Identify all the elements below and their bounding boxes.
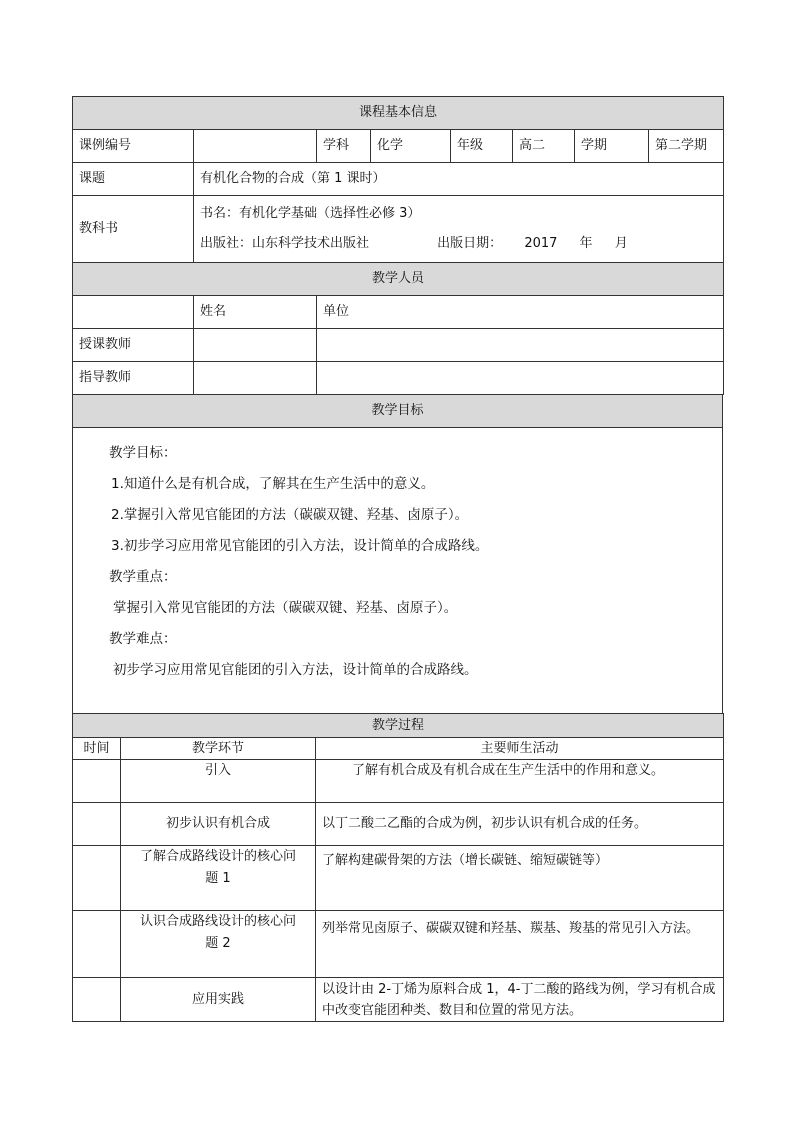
staff-unit bbox=[317, 329, 724, 362]
process-stage: 了解合成路线设计的核心问题 1 bbox=[121, 846, 316, 911]
topic-label: 课题 bbox=[73, 163, 194, 196]
process-time bbox=[73, 803, 121, 846]
lesson-plan-sheet bbox=[72, 96, 723, 1022]
textbook-label: 教科书 bbox=[73, 196, 194, 263]
difficulty-text: 初步学习应用常见官能团的引入方法，设计简单的合成路线。 bbox=[113, 662, 478, 678]
publisher-line bbox=[200, 229, 717, 259]
process-row bbox=[73, 760, 724, 803]
unit-header: 单位 bbox=[317, 296, 724, 329]
objectives-table bbox=[72, 394, 723, 714]
process-time bbox=[73, 911, 121, 978]
subject-label: 学科 bbox=[317, 130, 371, 163]
term-label: 学期 bbox=[575, 130, 649, 163]
staff-role: 指导教师 bbox=[73, 362, 194, 395]
term-value: 第二学期 bbox=[649, 130, 724, 163]
process-time bbox=[73, 978, 121, 1022]
pub-year: 2017 bbox=[524, 236, 558, 251]
staff-role: 授课教师 bbox=[73, 329, 194, 362]
staff-header-blank bbox=[73, 296, 194, 329]
case-no-value bbox=[194, 130, 317, 163]
staff-name bbox=[194, 329, 317, 362]
topic-value: 有机化合物的合成（第 1 课时） bbox=[194, 163, 724, 196]
process-activity: 了解构建碳骨架的方法（增长碳链、缩短碳链等） bbox=[316, 846, 724, 911]
key-points-text: 掌握引入常见官能团的方法（碳碳双键、羟基、卤原子）。 bbox=[113, 600, 458, 616]
course-info-table bbox=[72, 96, 724, 263]
process-stage: 初步认识有机合成 bbox=[121, 803, 316, 846]
publication-date bbox=[437, 236, 646, 251]
grade-value: 高二 bbox=[513, 130, 575, 163]
goal-item: 3.初步学习应用常见官能团的引入方法，设计简单的合成路线。 bbox=[111, 538, 489, 554]
difficulty-heading: 教学难点： bbox=[109, 631, 177, 647]
process-row bbox=[73, 978, 724, 1022]
process-stage: 认识合成路线设计的核心问题 2 bbox=[121, 911, 316, 978]
process-row bbox=[73, 911, 724, 978]
process-stage: 应用实践 bbox=[121, 978, 316, 1022]
staff-unit bbox=[317, 362, 724, 395]
process-activity: 以设计由 2-丁烯为原料合成 1，4-丁二酸的路线为例，学习有机合成中改变官能团种类、数目和位置的常见方法。 bbox=[316, 978, 724, 1022]
objectives-title: 教学目标 bbox=[73, 395, 723, 428]
textbook-details bbox=[194, 196, 724, 263]
process-table bbox=[72, 713, 724, 1022]
month-unit: 月 bbox=[614, 236, 628, 251]
year-unit: 年 bbox=[579, 236, 593, 251]
course-info-title: 课程基本信息 bbox=[73, 97, 724, 130]
book-name: 书名：有机化学基础（选择性必修 3） bbox=[200, 206, 421, 221]
objectives-body bbox=[73, 428, 723, 714]
case-no-label: 课例编号 bbox=[73, 130, 194, 163]
staff-table bbox=[72, 262, 724, 395]
activity-header: 主要师生活动 bbox=[316, 738, 724, 760]
goals-heading: 教学目标： bbox=[109, 445, 177, 461]
goal-item: 2.掌握引入常见官能团的方法（碳碳双键、羟基、卤原子）。 bbox=[111, 507, 469, 523]
process-time bbox=[73, 760, 121, 803]
pub-date-label: 出版日期： bbox=[437, 236, 503, 251]
staff-name bbox=[194, 362, 317, 395]
key-points-heading: 教学重点： bbox=[109, 569, 177, 585]
name-header: 姓名 bbox=[194, 296, 317, 329]
publisher: 出版社：山东科学技术出版社 bbox=[200, 236, 370, 251]
process-row bbox=[73, 803, 724, 846]
process-activity: 列举常见卤原子、碳碳双键和羟基、羰基、羧基的常见引入方法。 bbox=[316, 911, 724, 978]
subject-value: 化学 bbox=[371, 130, 451, 163]
staff-row bbox=[73, 362, 724, 395]
process-time bbox=[73, 846, 121, 911]
process-stage: 引入 bbox=[121, 760, 316, 803]
staff-title: 教学人员 bbox=[73, 263, 724, 296]
staff-row bbox=[73, 329, 724, 362]
grade-label: 年级 bbox=[451, 130, 513, 163]
process-title: 教学过程 bbox=[73, 714, 724, 738]
process-row bbox=[73, 846, 724, 911]
goal-item: 1.知道什么是有机合成，了解其在生产生活中的意义。 bbox=[111, 476, 435, 492]
stage-header: 教学环节 bbox=[121, 738, 316, 760]
time-header: 时间 bbox=[73, 738, 121, 760]
process-activity: 以丁二酸二乙酯的合成为例，初步认识有机合成的任务。 bbox=[316, 803, 724, 846]
process-activity: 了解有机合成及有机合成在生产生活中的作用和意义。 bbox=[316, 760, 724, 803]
